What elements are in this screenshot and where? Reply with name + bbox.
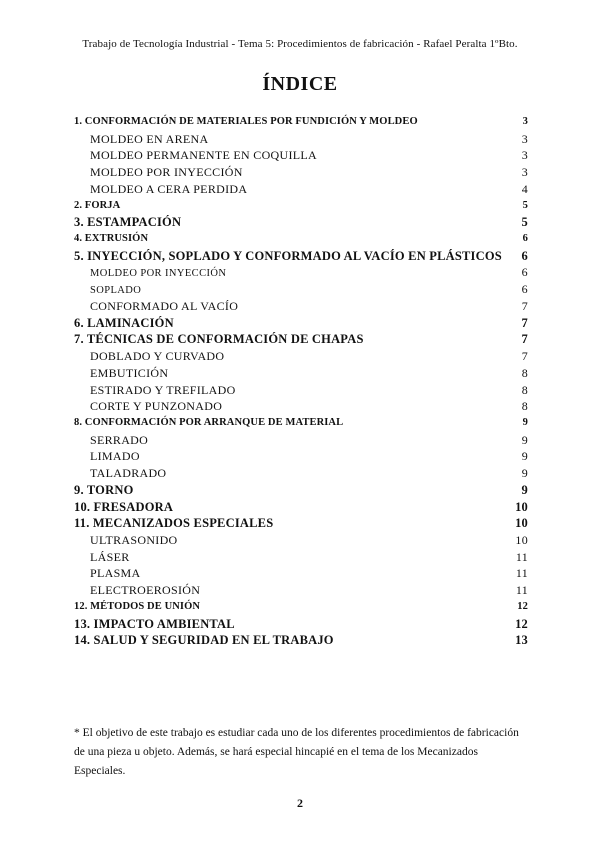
- toc-entry-label: 14. SALUD Y SEGURIDAD EN EL TRABAJO: [74, 633, 334, 648]
- toc-entry-page: 3: [522, 116, 528, 127]
- toc-entry-page: 3: [521, 165, 528, 180]
- toc-entry-page: 4: [521, 181, 528, 196]
- toc-entry-label: ESTIRADO Y TREFILADO: [90, 382, 236, 397]
- toc-entry-label: SOPLADO: [90, 285, 142, 297]
- toc-entry[interactable]: [74, 582, 528, 599]
- toc-entry-label: CORTE Y PUNZONADO: [90, 399, 223, 414]
- toc-entry-page: 9: [521, 432, 528, 447]
- toc-entry-page: 7: [521, 349, 528, 364]
- toc-entry-label: LIMADO: [90, 449, 140, 464]
- toc-entry-page: 7: [521, 315, 528, 330]
- toc-entry-page: 8: [521, 365, 528, 380]
- toc-entry-label: 13. IMPACTO AMBIENTAL: [74, 616, 235, 631]
- toc-entry[interactable]: [74, 382, 528, 399]
- page-title: ÍNDICE: [262, 73, 338, 95]
- toc-entry-page: 3: [521, 131, 528, 146]
- toc-entry-page: 5: [522, 199, 528, 211]
- toc-entry[interactable]: [74, 565, 528, 582]
- toc-entry[interactable]: [74, 632, 528, 649]
- toc-entry-page: 9: [521, 449, 528, 464]
- toc-entry-label: 8. CONFORMACIÓN POR ARRANQUE DE MATERIAL: [74, 416, 344, 428]
- toc-entry-label: 9. TORNO: [74, 482, 134, 497]
- toc-entry-label: PLASMA: [90, 566, 141, 581]
- toc-entry[interactable]: [74, 198, 528, 215]
- toc-entry-label: 1. CONFORMACIÓN DE MATERIALES POR FUNDICIÓN Y MOLDEO: [74, 116, 418, 127]
- toc-entry-label: ELECTROEROSIÓN: [90, 583, 201, 598]
- toc-entry[interactable]: [74, 465, 528, 482]
- toc-entry[interactable]: [74, 482, 528, 499]
- toc-entry[interactable]: [74, 214, 528, 231]
- toc-entry-label: MOLDEO EN ARENA: [90, 131, 209, 146]
- toc-entry-page: 13: [515, 633, 528, 648]
- toc-entry-page: 10: [515, 516, 528, 531]
- toc-entry-label: EMBUTICIÓN: [90, 365, 169, 380]
- toc-entry[interactable]: [74, 331, 528, 348]
- toc-entry-label: MOLDEO A CERA PERDIDA: [90, 181, 248, 196]
- toc-entry[interactable]: [74, 499, 528, 516]
- toc-entry-label: 3. ESTAMPACIÓN: [74, 215, 182, 230]
- toc-entry[interactable]: [74, 599, 528, 616]
- toc-entry[interactable]: [74, 281, 528, 298]
- toc-entry-page: 8: [521, 382, 528, 397]
- toc-entry-page: 11: [515, 566, 528, 581]
- toc-entry-label: TALADRADO: [90, 466, 167, 481]
- toc-entry[interactable]: [74, 231, 528, 248]
- toc-entry[interactable]: [74, 616, 528, 633]
- toc-entry-page: 7: [521, 332, 528, 347]
- toc-entry-page: 12: [515, 616, 528, 631]
- toc-entry-label: CONFORMADO AL VACÍO: [90, 298, 239, 313]
- toc-entry-page: 6: [521, 248, 528, 263]
- toc-entry[interactable]: [74, 398, 528, 415]
- toc-entry-page: 9: [521, 466, 528, 481]
- toc-entry[interactable]: [74, 264, 528, 281]
- toc-entry-label: DOBLADO Y CURVADO: [90, 349, 225, 364]
- toc-entry-page: 9: [522, 416, 528, 428]
- toc-entry-label: MOLDEO POR INYECCIÓN: [90, 165, 243, 180]
- toc-entry-page: 6: [521, 282, 528, 297]
- footnote: * El objetivo de este trabajo es estudiar cada uno de los diferentes procedimientos de fabricación de una pieza u objeto. Además, se hará especial hincapié en el tema de los Mecanizados Especiales.: [74, 727, 519, 777]
- toc-entry[interactable]: [74, 448, 528, 465]
- toc-entry[interactable]: [74, 315, 528, 332]
- toc-entry[interactable]: [74, 164, 528, 181]
- toc-entry-label: LÁSER: [90, 549, 130, 564]
- toc-entry[interactable]: [74, 415, 528, 432]
- toc-entry-page: 9: [521, 482, 528, 497]
- toc-entry[interactable]: [74, 549, 528, 566]
- toc-entry-page: 3: [521, 148, 528, 163]
- toc-entry[interactable]: [74, 248, 528, 265]
- toc-entry-page: 10: [515, 499, 528, 514]
- toc-entry-page: 6: [521, 265, 528, 280]
- toc-entry-page: 11: [515, 583, 528, 598]
- toc-entry-page: 11: [515, 549, 528, 564]
- toc-entry[interactable]: [74, 114, 528, 131]
- toc-entry-page: 6: [522, 233, 528, 245]
- toc-entry-label: 7. TÉCNICAS DE CONFORMACIÓN DE CHAPAS: [74, 332, 364, 347]
- page-header: Trabajo de Tecnología Industrial - Tema 5: Procedimientos de fabricación - Rafael Peralta 1ºBto.: [82, 38, 518, 50]
- toc-entry[interactable]: [74, 515, 528, 532]
- toc-entry[interactable]: [74, 365, 528, 382]
- toc-entry[interactable]: [74, 147, 528, 164]
- toc-entry[interactable]: [74, 131, 528, 148]
- toc-entry-label: ULTRASONIDO: [90, 532, 178, 547]
- page-number: 2: [297, 796, 303, 810]
- toc-entry-label: MOLDEO PERMANENTE EN COQUILLA: [90, 148, 318, 163]
- toc-entry-label: MOLDEO POR INYECCIÓN: [90, 268, 227, 280]
- toc-entry[interactable]: [74, 181, 528, 198]
- toc-entry[interactable]: [74, 432, 528, 449]
- toc-entry-label: 5. INYECCIÓN, SOPLADO Y CONFORMADO AL VACÍO EN PLÁSTICOS: [74, 248, 502, 263]
- toc-entry[interactable]: [74, 298, 528, 315]
- toc-entry-label: 10. FRESADORA: [74, 499, 174, 514]
- toc-entry-label: 2. FORJA: [74, 199, 121, 211]
- toc-entry-page: 7: [521, 298, 528, 313]
- toc-entry-page: 5: [521, 215, 528, 230]
- toc-entry-label: 4. EXTRUSIÓN: [74, 233, 149, 245]
- toc-entry-page: 10: [515, 532, 528, 547]
- toc-entry[interactable]: [74, 348, 528, 365]
- toc-entry-label: 11. MECANIZADOS ESPECIALES: [74, 516, 274, 531]
- table-of-contents: [74, 114, 528, 649]
- toc-entry-label: SERRADO: [90, 432, 149, 447]
- toc-entry-label: 12. MÉTODOS DE UNIÓN: [74, 600, 201, 612]
- toc-entry-label: 6. LAMINACIÓN: [74, 315, 174, 330]
- toc-entry[interactable]: [74, 532, 528, 549]
- toc-entry-page: 8: [521, 399, 528, 414]
- toc-entry-page: 12: [517, 600, 528, 612]
